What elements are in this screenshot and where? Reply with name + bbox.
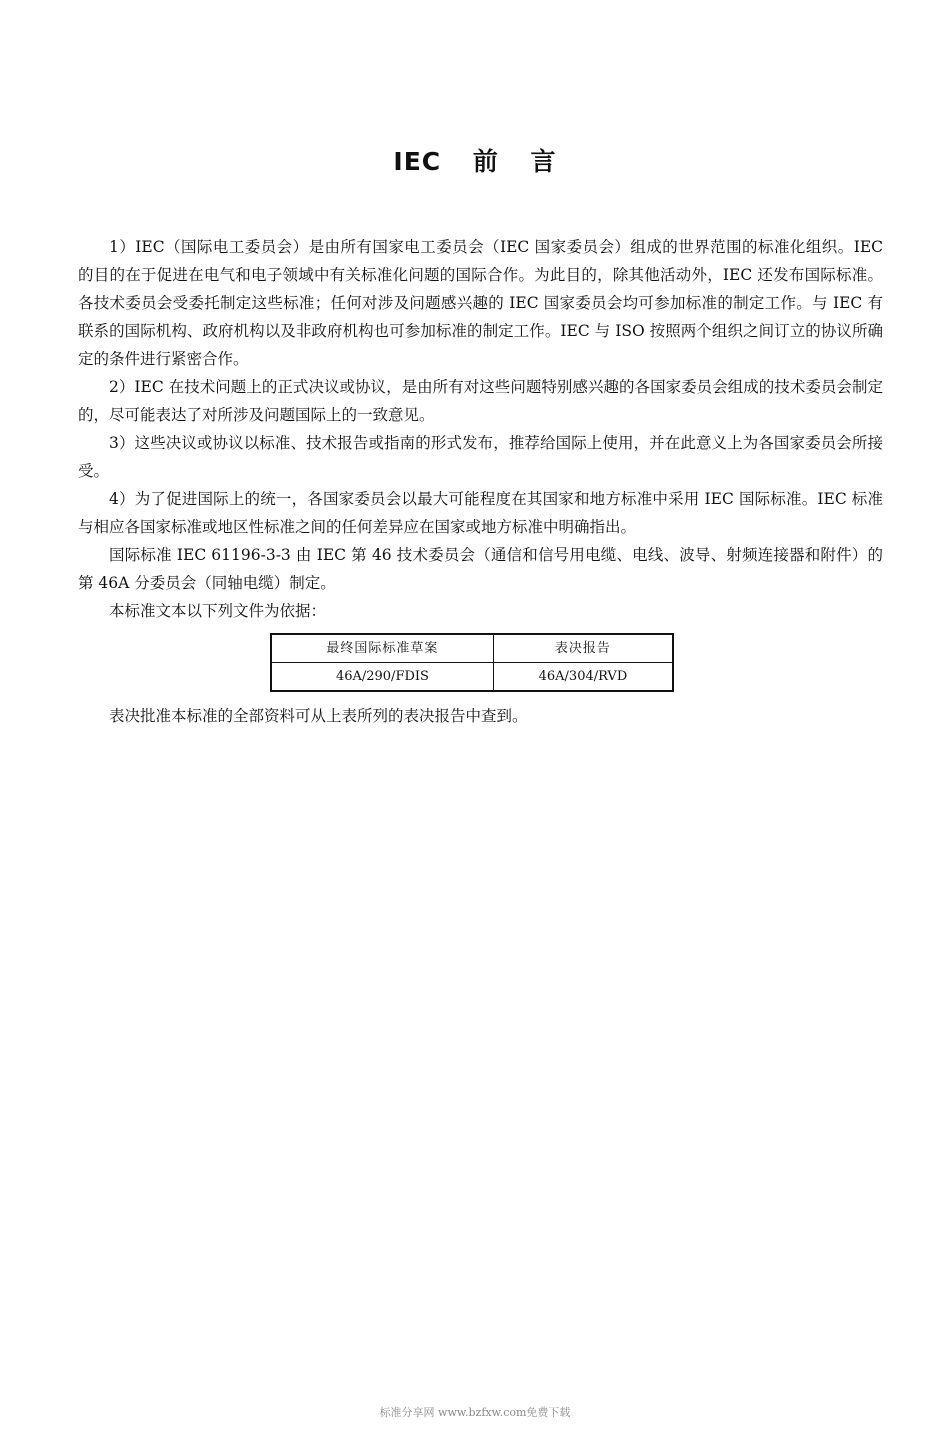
table-header-row (271, 634, 673, 663)
documents-table (270, 633, 674, 692)
paragraph-origin: 国际标准 IEC 61196-3-3 由 IEC 第 46 技术委员会（通信和信号用电缆、电线、波导、射频连接器和附件）的第 46A 分委员会（同轴电缆）制定。 (78, 546, 883, 592)
footer-watermark: 标准分享网 www.bzfxw.com免费下载 (379, 1406, 571, 1419)
document-body (78, 233, 883, 730)
page-title: IEC 前 言 (393, 147, 557, 176)
paragraph-closing: 表决批准本标准的全部资料可从上表所列的表决报告中查到。 (109, 707, 528, 725)
paragraph-basis: 本标准文本以下列文件为依据： (109, 602, 327, 620)
table-header-rvd: 表决报告 (493, 634, 673, 663)
table-row (271, 663, 673, 692)
paragraph-4: 4）为了促进国际上的统一，各国家委员会以最大可能程度在其国家和地方标准中采用 IEC 国际标准。IEC 标准与相应各国家标准或地区性标准之间的任何差异应在国家或地方标准中明确指出。 (78, 490, 883, 536)
table-cell-rvd: 46A/304/RVD (493, 663, 673, 692)
paragraph-1: 1）IEC（国际电工委员会）是由所有国家电工委员会（IEC 国家委员会）组成的世界范围的标准化组织。IEC 的目的在于促进在电气和电子领域中有关标准化问题的国际合作。为此目的，除其他活动外，IEC 还发布国际标准。各技术委员会受委托制定这些标准；任何对涉及问题感兴趣的 IEC 国家委员会均可参加标准的制定工作。与 IEC 有联系的国际机构、政府机构以及非政府机构也可参加标准的制定工作。IEC 与 ISO 按照两个组织之间订立的协议所确定的条件进行紧密合作。 (78, 238, 883, 368)
table-header-fdis: 最终国际标准草案 (271, 634, 493, 663)
paragraph-2: 2）IEC 在技术问题上的正式决议或协议，是由所有对这些问题特别感兴趣的各国家委员会组成的技术委员会制定的，尽可能表达了对所涉及问题国际上的一致意见。 (78, 378, 883, 424)
table-cell-fdis: 46A/290/FDIS (271, 663, 493, 692)
paragraph-3: 3）这些决议或协议以标准、技术报告或指南的形式发布，推荐给国际上使用，并在此意义上为各国家委员会所接受。 (78, 434, 883, 480)
